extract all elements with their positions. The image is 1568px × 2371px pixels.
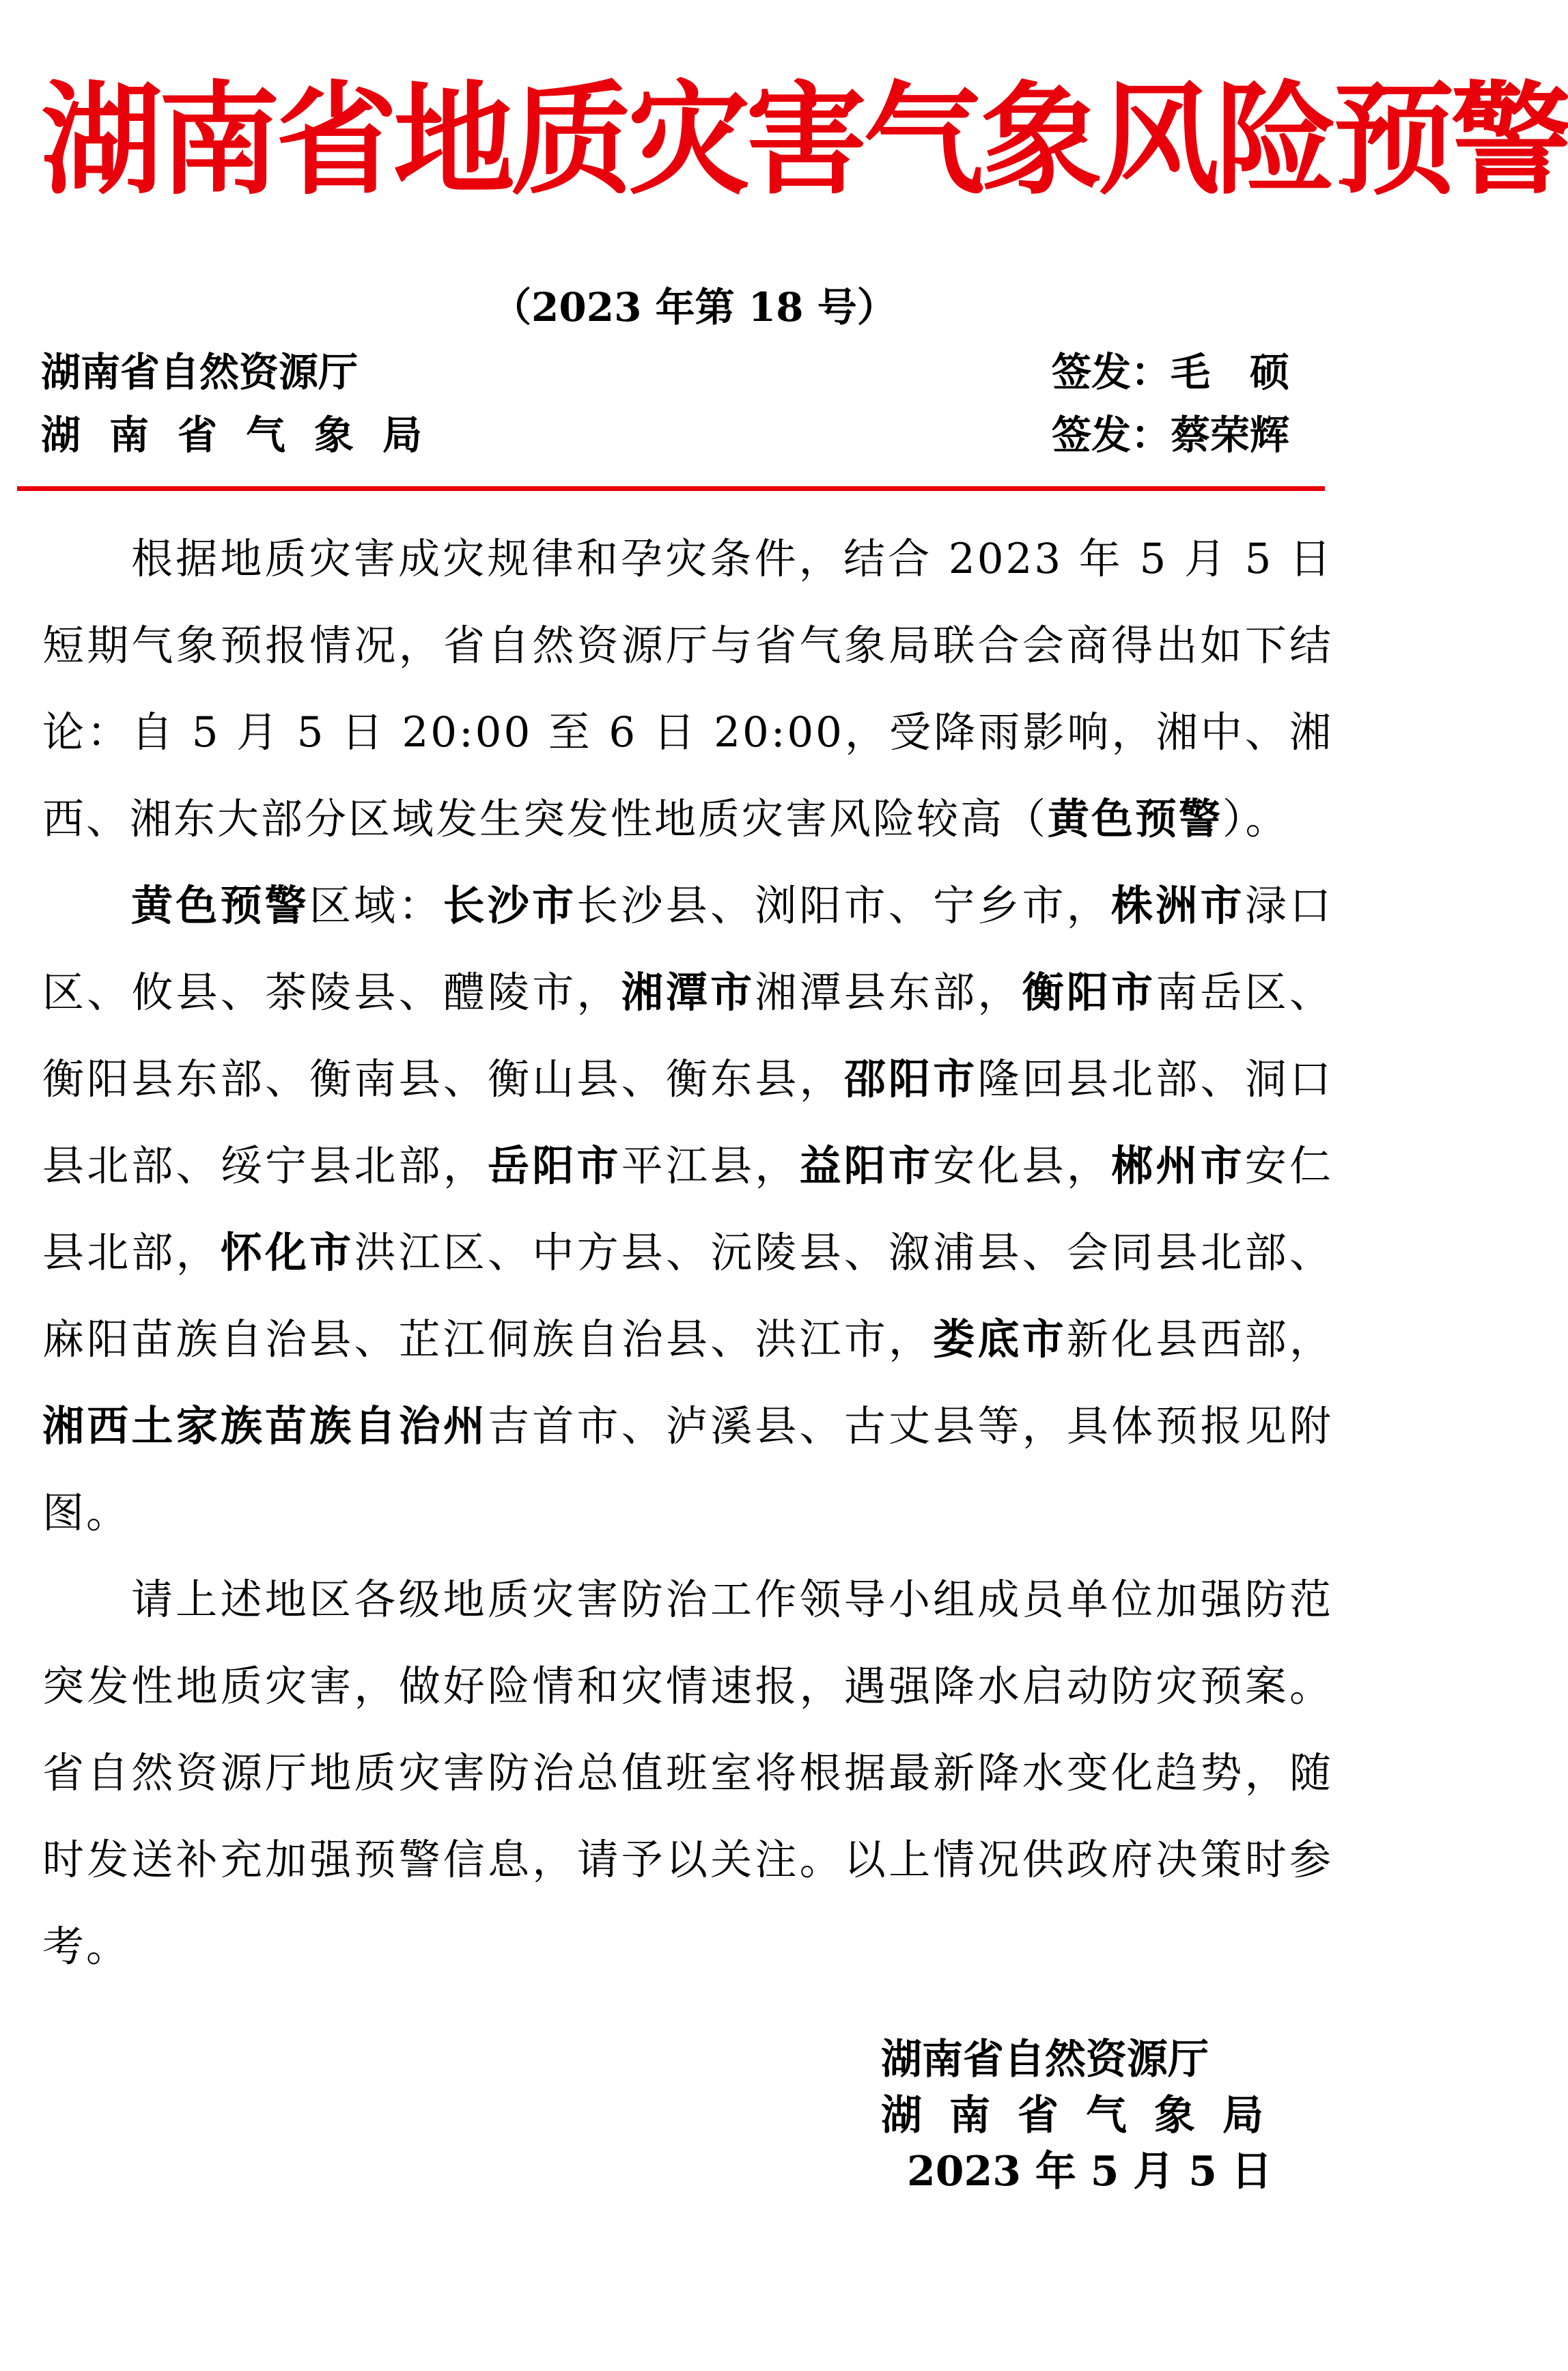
text-segment: 新化县西部， [1066,1315,1333,1364]
paragraph-forecast [42,516,1333,862]
text-segment: 渌口区、攸县、茶陵县、醴陵市， [42,882,1333,1017]
bold-segment: 湘潭市 [621,968,755,1017]
document-number: （2023 年第 18 号） [492,284,897,331]
bold-segment: 益阳市 [799,1142,934,1190]
document-title: 湖南省地质灾害气象风险预警 [41,68,1568,211]
bold-segment: 株洲市 [1111,882,1245,930]
bold-segment: 黄色预警 [131,882,309,930]
footer-date: 2023 年 5 月 5 日 [907,2148,1272,2195]
bold-segment: 长沙市 [443,882,577,930]
issuer-signer-1: 签发：毛 硕 [1052,349,1290,395]
paragraph-warning-areas [42,862,1333,1556]
bold-segment: 湘西土家族苗族自治州 [42,1402,488,1450]
text-segment: 南岳区、衡阳县东部、衡南县、衡山县、衡东县， [42,968,1333,1104]
bold-segment: 黄色预警 [1048,795,1223,843]
text-segment: 安化县， [933,1142,1112,1190]
text-segment: 安仁县北部， [42,1142,1333,1277]
signature-block [881,2032,1332,2200]
text-segment: 吉首市、泸溪县、古丈县等，具体预报见附图。 [42,1402,1333,1537]
text-segment: 洪江区、中方县、沅陵县、溆浦县、会同县北部、麻阳苗族自治县、芷江侗族自治县、洪江市， [42,1229,1333,1364]
text-segment: 根据地质灾害成灾规律和孕灾条件，结合 2023 年 5 月 5 日短期气象预报情况，省自然资源厅与省气象局联合会商得出如下结论：自 5 月 5 日 20:00 至 6 日 20:00，受降雨影响，湘中、湘西、湘东大部分区域发生突发性地质灾害风险较高（ [42,535,1333,843]
footer-org-1: 湖南省自然资源厅 [881,2036,1209,2084]
text-segment: 平江县， [621,1142,800,1190]
text-segment: 区域： [309,882,443,930]
bold-segment: 邵阳市 [843,1055,978,1104]
red-header-rule [17,486,1325,491]
bold-segment: 娄底市 [933,1315,1067,1364]
text-segment: ）。 [1222,795,1289,843]
issuer-org-1: 湖南省自然资源厅 [41,349,359,395]
issuer-org-2: 湖南省气象局 [41,412,451,458]
bold-segment: 怀化市 [220,1229,354,1277]
footer-org-2: 湖南省气象局 [881,2092,1291,2139]
bold-segment: 郴州市 [1111,1142,1245,1190]
text-segment: 湘潭县东部， [755,968,1022,1017]
text-segment: 长沙县、浏阳市、宁乡市， [576,882,1112,930]
text-segment: 请上述地区各级地质灾害防治工作领导小组成员单位加强防范突发性地质灾害，做好险情和灾情速报，遇强降水启动防灾预案。省自然资源厅地质灾害防治总值班室将根据最新降水变化趋势，随时发送补充加强预警信息，请予以关注。以上情况供政府决策时参考。 [42,1575,1333,1971]
bold-segment: 衡阳市 [1022,968,1156,1017]
document-body [42,516,1333,1990]
paragraph-instructions [42,1556,1333,1990]
issuer-signer-2: 签发：蔡荣辉 [1052,412,1290,458]
text-segment: 隆回县北部、洞口县北部、绥宁县北部， [42,1055,1333,1190]
bold-segment: 岳阳市 [488,1142,621,1190]
